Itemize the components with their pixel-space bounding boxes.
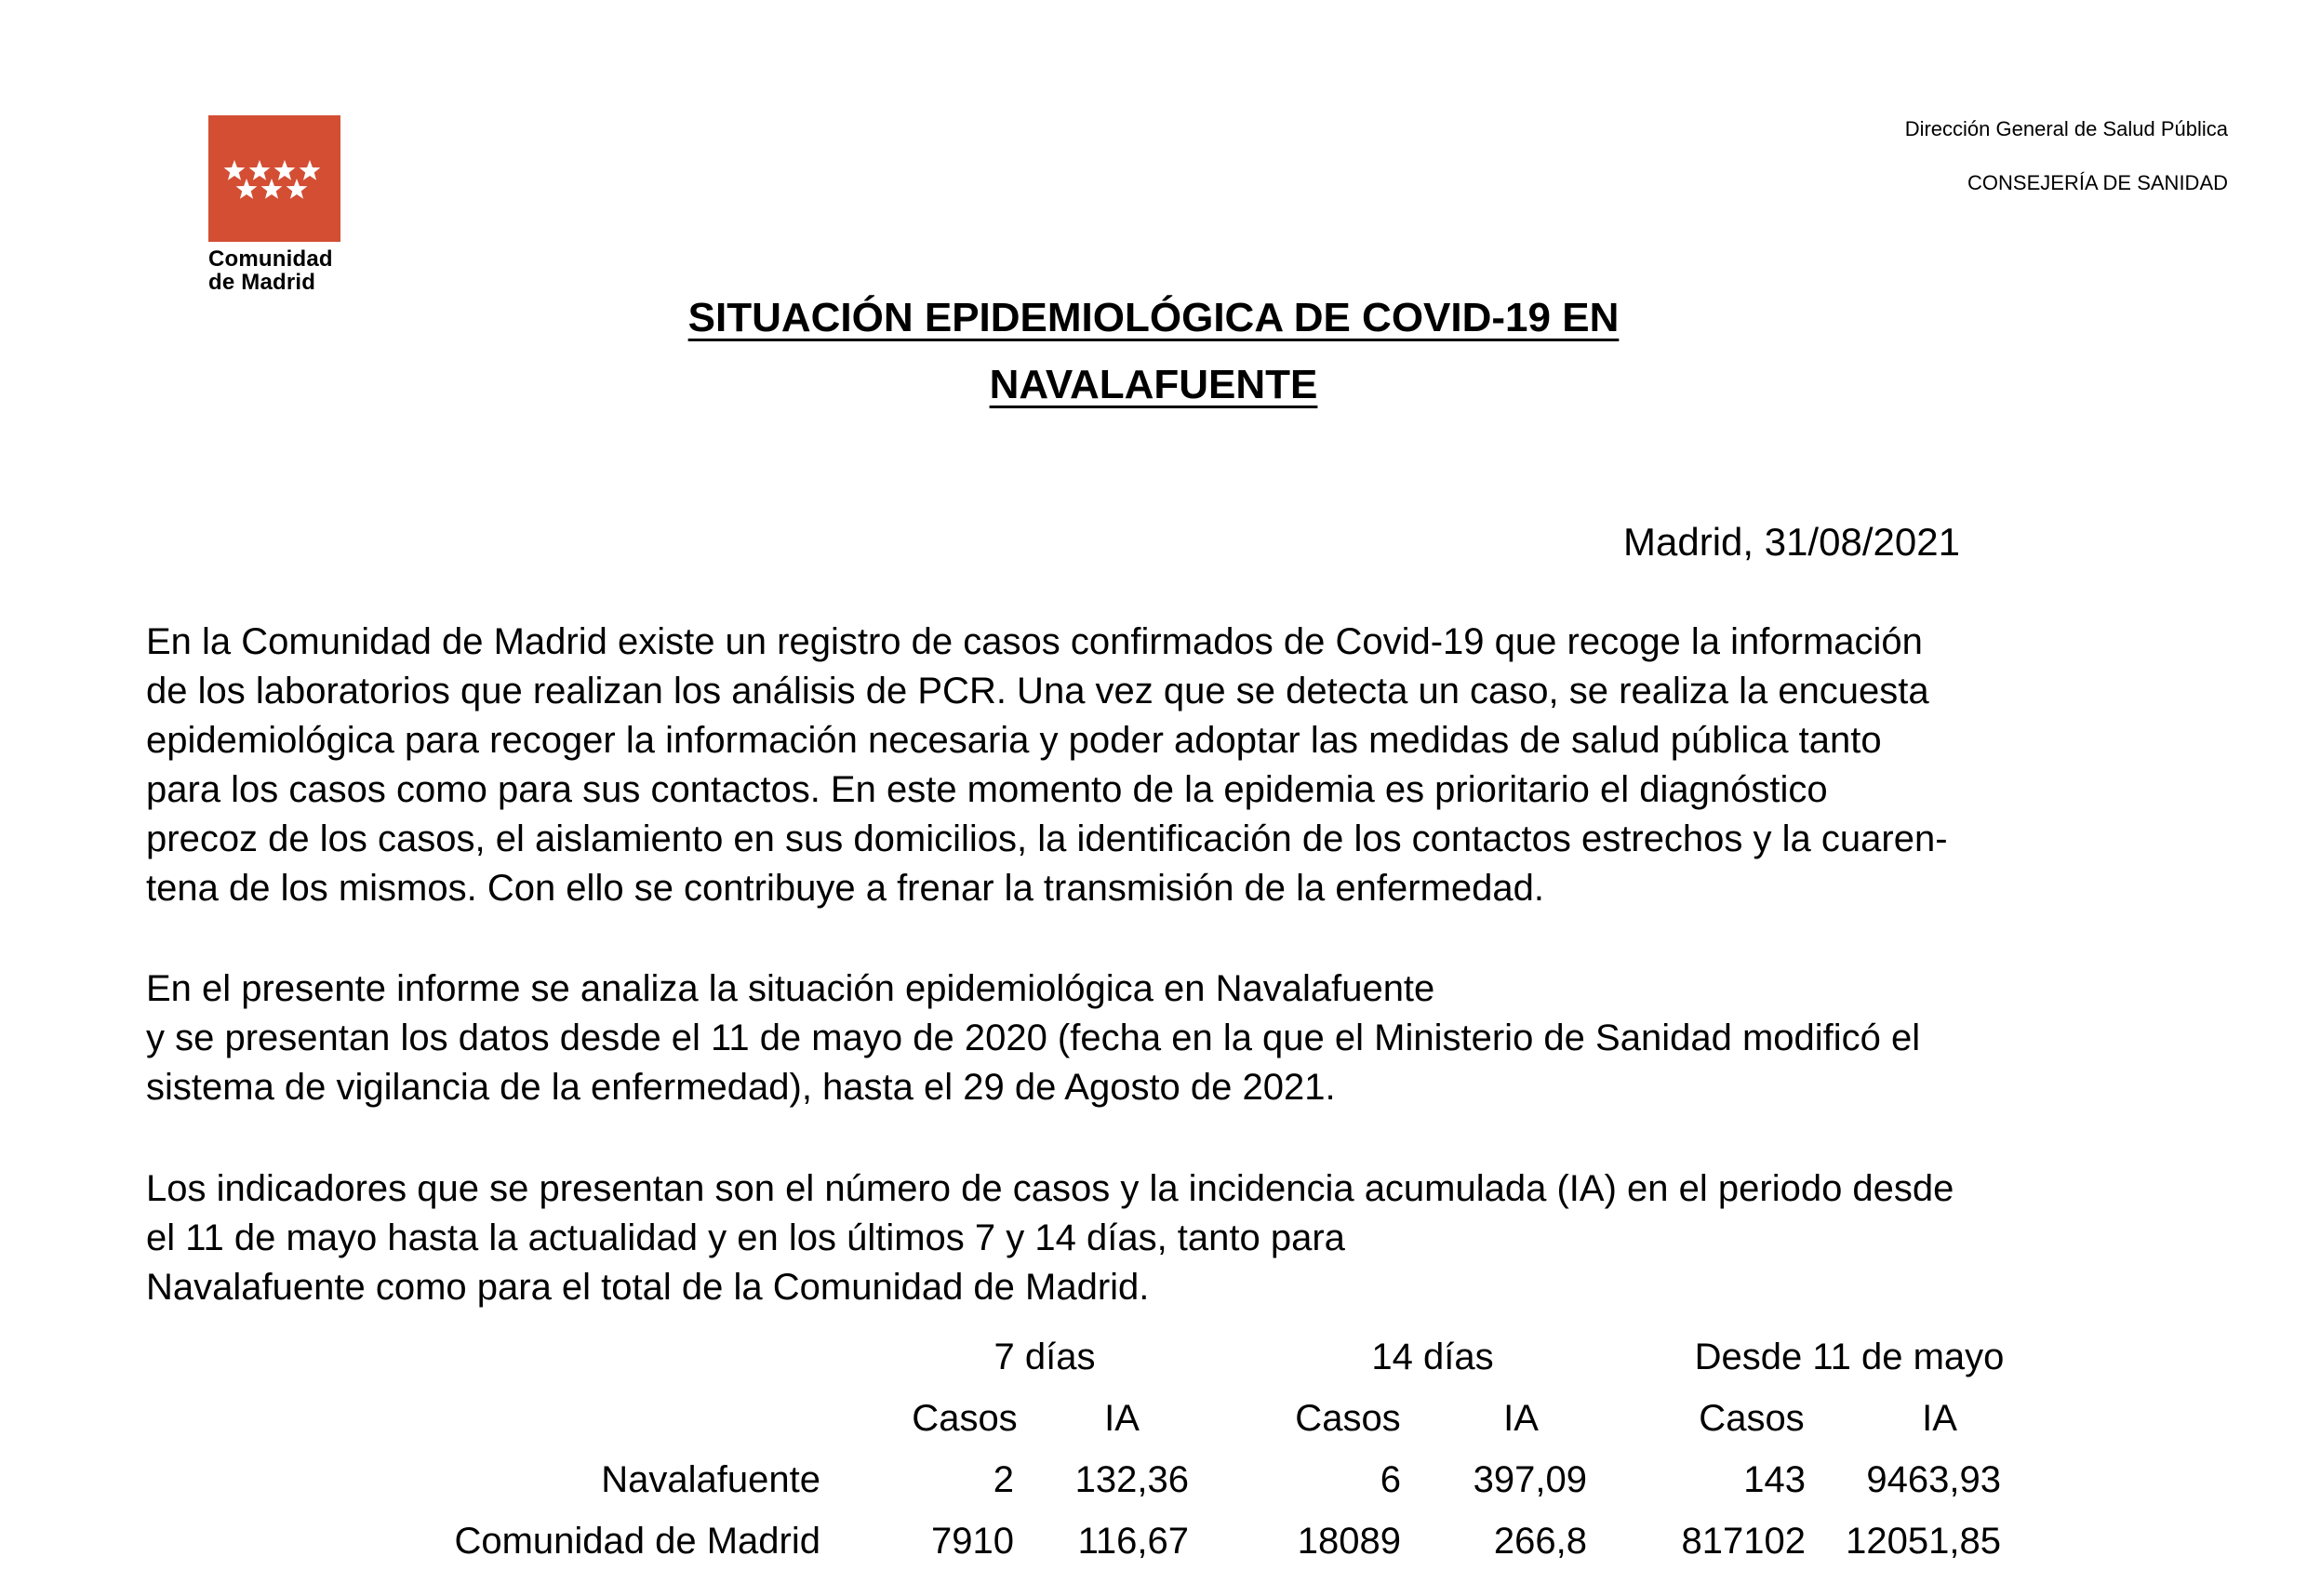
title-line2: NAVALAFUENTE (989, 362, 1318, 407)
table-cell: 266,8 (1493, 1521, 1587, 1562)
paragraph-line: para los casos como para sus contactos. En este momento de la epidemia es prioritario el diagnóstico (146, 769, 1828, 810)
table-cell: 132,36 (1074, 1459, 1189, 1500)
paragraph-line: tena de los mismos. Con ello se contribuye a frenar la transmisión de la enfermedad. (146, 868, 1544, 909)
paragraph-line: En la Comunidad de Madrid existe un registro de casos confirmados de Covid-19 que recoge la información (146, 621, 1923, 662)
paragraph-line: el 11 de mayo hasta la actualidad y en los últimos 7 y 14 días, tanto para (146, 1217, 1345, 1258)
report-date: Madrid, 31/08/2021 (1623, 520, 1960, 564)
logo-text-line1: Comunidad (208, 246, 333, 272)
paragraph-intro (146, 618, 2248, 913)
table-cell: 2 (993, 1459, 1014, 1500)
page-title (0, 285, 2307, 419)
paragraph-indicators (146, 1164, 2248, 1312)
table-row-label: Navalafuente (601, 1459, 820, 1500)
table-subheader-casos: Casos (1699, 1398, 1805, 1439)
paragraph-line: y se presentan los datos desde el 11 de mayo de 2020 (fecha en la que el Ministerio de Sanidad modificó el (146, 1017, 1921, 1058)
paragraph-scope (146, 964, 2248, 1112)
table-subheader-casos: Casos (1295, 1398, 1401, 1439)
table-cell: 6 (1380, 1459, 1401, 1500)
table-cell: 397,09 (1473, 1459, 1587, 1500)
title-line1: SITUACIÓN EPIDEMIOLÓGICA DE COVID-19 EN (687, 295, 1620, 340)
logo-text-line2: de Madrid (208, 270, 316, 295)
agency-header (1905, 115, 2228, 197)
logo-emblem (208, 115, 340, 242)
table-cell: 18089 (1297, 1521, 1401, 1562)
table-row-label: Comunidad de Madrid (454, 1521, 820, 1562)
paragraph-line: En el presente informe se analiza la situación epidemiológica en Navalafuente (146, 968, 1435, 1009)
table-cell: 12051,85 (1846, 1521, 2001, 1562)
paragraph-line: epidemiológica para recoger la información necesaria y poder adoptar las medidas de salud pública tanto (146, 720, 1882, 761)
table-cell: 9463,93 (1866, 1459, 2001, 1500)
table-cell: 817102 (1681, 1521, 1806, 1562)
table-group-header-14-days: 14 días (1371, 1337, 1494, 1377)
logo-stars-icon (208, 115, 340, 242)
paragraph-line: Los indicadores que se presentan son el número de casos y la incidencia acumulada (IA) en el periodo desde (146, 1168, 1954, 1209)
paragraph-line: sistema de vigilancia de la enfermedad), hasta el 29 de Agosto de 2021. (146, 1067, 1336, 1108)
table-subheader-ia: IA (1922, 1398, 1957, 1439)
table-cell: 7910 (931, 1521, 1014, 1562)
table-cell: 116,67 (1077, 1521, 1189, 1562)
table-subheader-ia: IA (1503, 1398, 1539, 1439)
paragraph-line: precoz de los casos, el aislamiento en sus domicilios, la identificación de los contactos estrechos y la cuaren- (146, 818, 1948, 859)
table-group-header-7-days: 7 días (993, 1337, 1096, 1377)
agency-directorate: Dirección General de Salud Pública (1904, 117, 2228, 140)
agency-department: CONSEJERÍA DE SANIDAD (1967, 171, 2228, 194)
table-group-header-since-may: Desde 11 de mayo (1694, 1337, 2005, 1377)
paragraph-line: de los laboratorios que realizan los análisis de PCR. Una vez que se detecta un caso, se realiza la encuesta (146, 671, 1929, 712)
table-subheader-casos: Casos (912, 1398, 1018, 1439)
table-subheader-ia: IA (1104, 1398, 1140, 1439)
comunidad-de-madrid-logo (208, 115, 340, 294)
table-cell: 143 (1743, 1459, 1806, 1500)
paragraph-line: Navalafuente como para el total de la Comunidad de Madrid. (146, 1267, 1150, 1308)
